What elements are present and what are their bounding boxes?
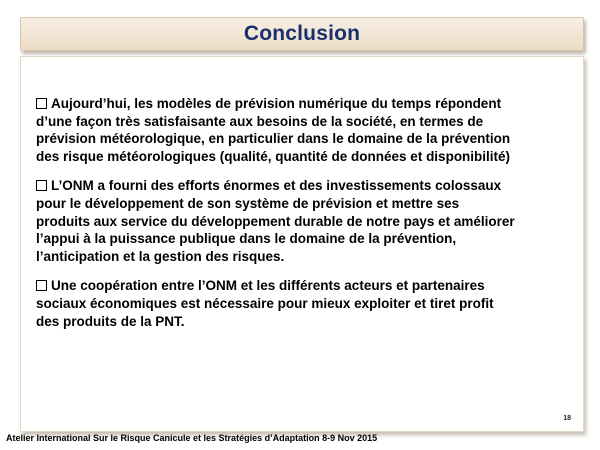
bullet-paragraph: [36, 277, 576, 330]
content-box: [20, 56, 584, 432]
content-text: [36, 95, 576, 342]
bullet-2-line-2: pour le développement de son système de prévision et mettre ses: [36, 195, 460, 211]
bullet-3-line-3: des produits de la PNT.: [36, 313, 185, 329]
bullet-paragraph: [36, 95, 576, 165]
page-number: 18: [563, 415, 571, 422]
bullet-1-line-2: d’une façon très satisfaisante aux besoins de la société, en termes de: [36, 113, 484, 129]
checkbox-icon: [36, 280, 47, 291]
bullet-2-line-3: produits aux service du développement durable de notre pays et améliorer: [36, 213, 515, 229]
bullet-1-line-3: prévision météorologique, en particulier dans le domaine de la prévention: [36, 131, 511, 147]
bullet-2-line-4: l’appui à la puissance publique dans le domaine de la prévention,: [36, 231, 457, 247]
bullet-2-line-1: L’ONM a fourni des efforts énormes et des investissements colossaux: [51, 178, 502, 194]
slide-title: Conclusion: [243, 22, 361, 45]
checkbox-icon: [36, 180, 47, 191]
bullet-paragraph: [36, 177, 576, 265]
bullet-1-line-1: Aujourd’hui, les modèles de prévision numérique du temps répondent: [51, 96, 502, 111]
checkbox-icon: [36, 98, 47, 109]
footer-text: Atelier International Sur le Risque Canicule et les Stratégies d’Adaptation 8-9 Nov 2015: [6, 433, 378, 443]
bullet-3-line-2: sociaux économiques est nécessaire pour mieux exploiter et tiret profit: [36, 295, 494, 311]
title-bar: [20, 17, 584, 51]
bullet-3-line-1: Une coopération entre l’ONM et les différents acteurs et partenaires: [51, 278, 485, 294]
bullet-2-line-5: l’anticipation et la gestion des risques.: [36, 248, 285, 264]
bullet-1-line-4: des risque météorologiques (qualité, quantité de données et disponibilité): [36, 148, 511, 164]
